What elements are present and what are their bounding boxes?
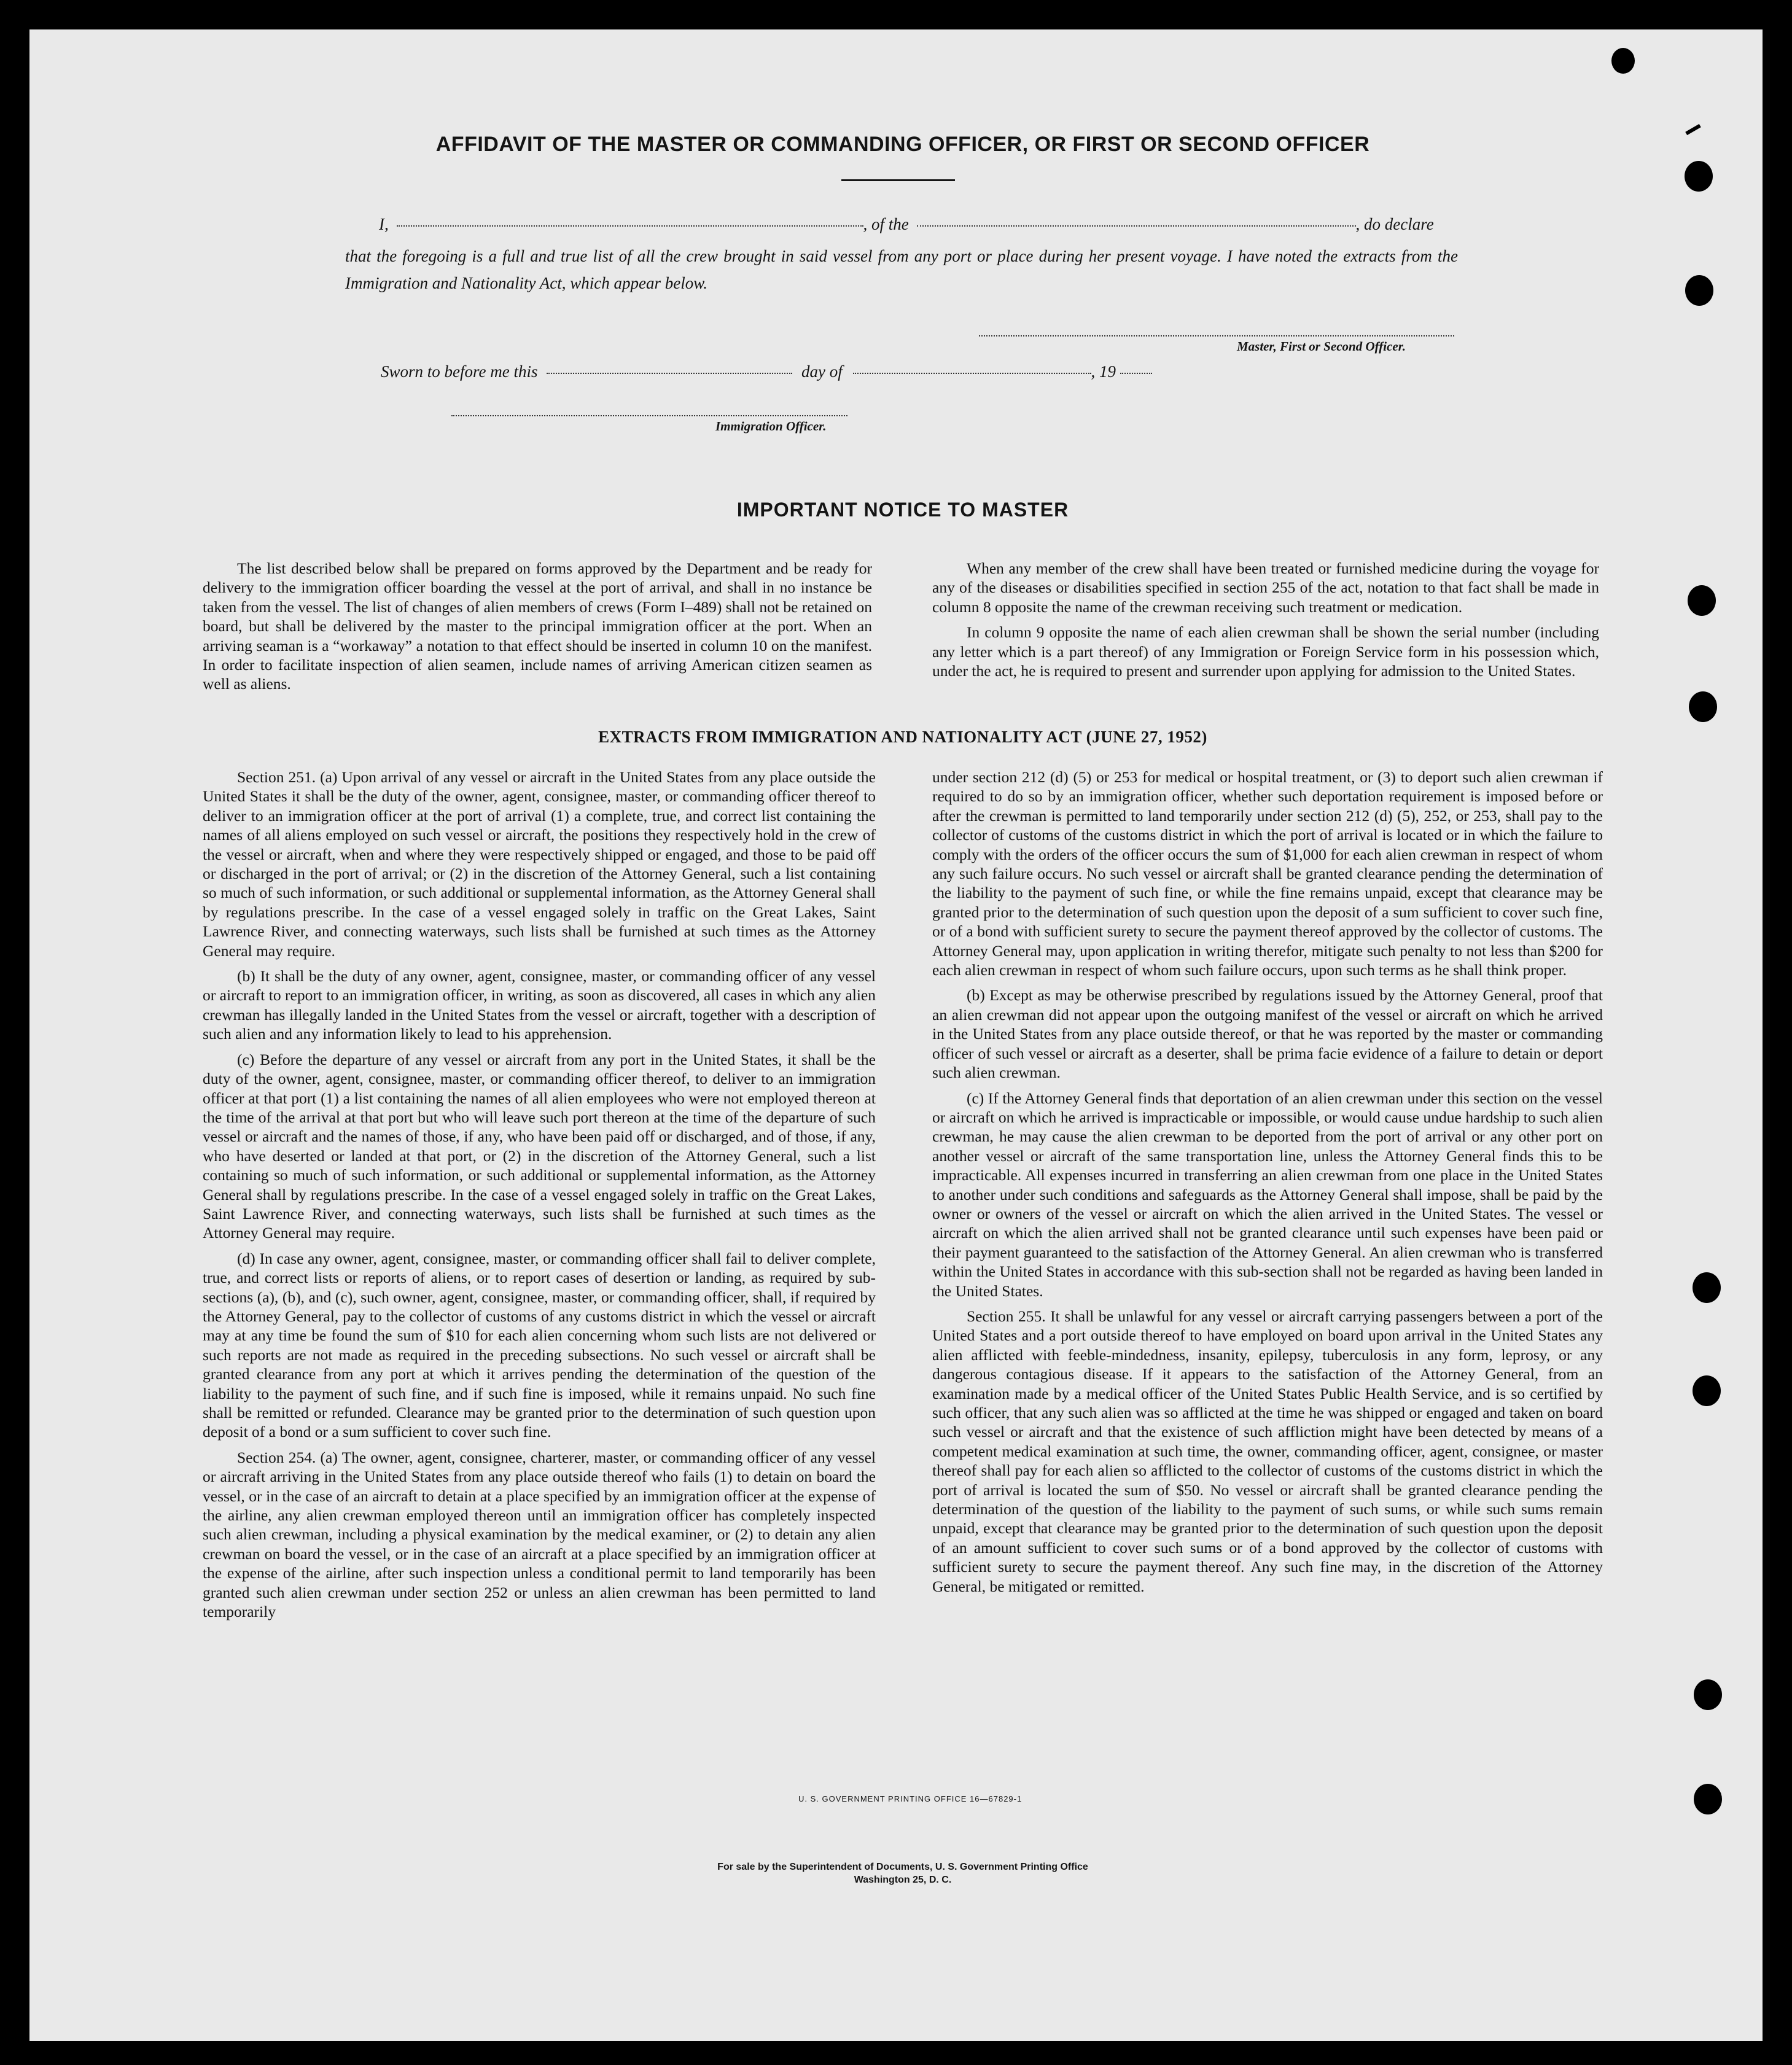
punch-hole <box>1689 691 1717 722</box>
punch-hole <box>1685 275 1713 306</box>
notice-right-column <box>932 559 1599 686</box>
punch-hole <box>1694 1784 1722 1814</box>
punch-hole <box>1693 1375 1721 1406</box>
gpo-imprint: U. S. GOVERNMENT PRINTING OFFICE 16—67829-1 <box>798 1794 1023 1803</box>
notice-title: IMPORTANT NOTICE TO MASTER <box>736 499 1069 521</box>
punch-hole <box>1694 1679 1722 1710</box>
vessel-name-field[interactable] <box>917 225 1356 227</box>
section-251-d: (d) In case any owner, agent, consignee, master, or commanding officer shall fail to deliver complete, true, and correct lists or reports of aliens, or to report cases of desertion or landing, as required by sub-sections (a), (b), and (c), such owner, agent, consignee, master, or commanding officer, shall, if required by the Attorney General, pay to the collector of customs of any customs district in which the vessel or aircraft may at any time be found the sum of $10 for each alien concerning whom such lists are not delivered or such reports are not made as required in the preceding subsections. No such vessel or aircraft shall be granted clearance from any port at which it arrives pending the determination of the question of the liability to the payment of such fine, and if such fine is imposed, while it remains unpaid. No such fine shall be remitted or refunded. Clearance may be granted prior to the determination of such question upon deposit of a bond or a sum sufficient to cover such fine. <box>203 1249 876 1441</box>
sale-notice <box>577 1861 1228 1886</box>
sworn-year-field[interactable] <box>1120 373 1152 374</box>
section-251-a: Section 251. (a) Upon arrival of any vessel or aircraft in the United States from any place outside the United States it shall be the duty of the owner, agent, consignee, master, or commanding officer thereof to deliver to an immigration officer at the port of arrival (1) a complete, true, and correct list containing the names of all aliens employed on such vessel or aircraft, the positions they respectively hold in the crew of the vessel or aircraft, when and where they were respectively shipped or engaged, and those to be paid off or discharged in the port of arrival; or (2) in the discretion of the Attorney General, such a list containing so much of such information, or such additional or supplemental information, as the Attorney General shall by regulations prescribe. In the case of a vessel engaged solely in traffic on the Great Lakes, Saint Lawrence River, and connecting waterways, such lists shall be furnished at such times as the Attorney General may require. <box>203 768 876 960</box>
sworn-line <box>381 362 1152 381</box>
section-254-b: (b) Except as may be otherwise prescribed by regulations issued by the Attorney General, proof that an alien crewman did not appear upon the outgoing manifest of the vessel or aircraft on which he arrived in the United States from any place outside thereof, or that he was reported by the master or commanding officer of such vessel or aircraft as a deserter, shall be prima facie evidence of a failure to detain or deport such alien crewman. <box>932 986 1603 1082</box>
declarant-prefix: I, <box>379 215 389 233</box>
sworn-month-field[interactable] <box>853 373 1091 374</box>
declarant-line <box>379 215 1434 234</box>
punch-hole <box>1693 1272 1721 1303</box>
extracts-title: EXTRACTS FROM IMMIGRATION AND NATIONALITY ACT (JUNE 27, 1952) <box>598 728 1207 746</box>
immigration-officer-caption: Immigration Officer. <box>715 419 827 434</box>
notice-right-paragraph-2: In column 9 opposite the name of each alien crewman shall be shown the serial number (including any letter which is a part thereof) of any Immigration or Foreign Service form in his possession which, under the act, he is required to present and surrender upon applying for admission to the United States. <box>932 623 1599 680</box>
section-251-b: (b) It shall be the duty of any owner, agent, consignee, master, or commanding officer of any vessel or aircraft to report to an immigration officer, in writing, as soon as discovered, all cases in which any alien crewman has illegally landed in the United States from the vessel or aircraft, together with a description of such alien and any information likely to lead to his apprehension. <box>203 967 876 1043</box>
extracts-right-column <box>932 768 1603 1602</box>
section-254-a: Section 254. (a) The owner, agent, consignee, charterer, master, or commanding officer of any vessel or aircraft arriving in the United States from any place outside thereof who fails (1) to detain on board the vessel, or in the case of an aircraft to detain at a place specified by an immigration officer at the expense of the airline, any alien crewman employed thereon until an immigration officer has completely inspected such alien crewman, including a physical examination by the medical examiner, or (2) to detain any alien crewman on board the vessel, or in the case of an aircraft at a place specified by an immigration officer at the expense of the airline, after such inspection unless a conditional permit to land temporarily has been granted such alien crewman under section 252 or unless an alien crewman has been permitted to land temporarily <box>203 1448 876 1621</box>
notice-left-paragraph: The list described below shall be prepared on forms approved by the Department and be ready for delivery to the immigration officer boarding the vessel at the port of arrival, and shall in no instance be taken from the vessel. The list of changes of alien members of crews (Form I–489) shall not be retained on board, but shall be delivered by the master to the principal immigration officer at the port. When an arriving seaman is a “workaway” a notation to that effect should be inserted in column 10 on the manifest. In order to facilitate inspection of alien seamen, include names of arriving American citizen seamen as well as aliens. <box>203 559 872 693</box>
sale-line-2: Washington 25, D. C. <box>854 1875 952 1885</box>
section-255: Section 255. It shall be unlawful for any vessel or aircraft carrying passengers between a port of the United States and a port outside thereof to have employed on board upon arrival in the United States any alien afflicted with feeble-mindedness, insanity, epilepsy, tuberculosis in any form, leprosy, or any dangerous contagious disease. If it appears to the satisfaction of the Attorney General, from an examination made by a medical officer of the United States Public Health Service, and is so certified by such officer, that any such alien was so afflicted at the time he was shipped or engaged and taken on board such vessel or aircraft and that the existence of such affliction might have been detected by means of a competent medical examination at such time, the owner, commanding officer, agent, consignee, or master thereof shall pay for each alien so afflicted to the collector of customs of the customs district in which the port of arrival is located the sum of $50. No vessel or aircraft shall be granted clearance pending the determination of the question of the liability to the payment of such sums, or while such sums remain unpaid, except that clearance may be granted prior to the determination of such question upon the deposit of an amount sufficient to cover such sums or of a bond approved by the collector of customs with sufficient surety to secure the payment thereof. Any such fine may, in the discretion of the Attorney General, be mitigated or remitted. <box>932 1307 1603 1595</box>
sworn-day-field[interactable] <box>547 373 792 374</box>
affidavit-statement: that the foregoing is a full and true list of all the crew brought in said vessel from any port or place during her present voyage. I have noted the extracts from the Immigration and Nationality Act, which appear below. <box>345 247 1458 292</box>
notice-left-column <box>203 559 872 700</box>
section-254-a-continued: under section 212 (d) (5) or 253 for medical or hospital treatment, or (3) to deport such alien crewman if required to do so by an immigration officer, whether such deportation requirement is imposed before or after the crewman is permitted to land temporarily under section 212 (d) (5), 252, or 253, shall pay to the collector of customs of the customs district in which the port of arrival is located or in which the failure to comply with the orders of the officer occurs the sum of $1,000 for each alien crewman in respect of whom any such failure occurs. No such vessel or aircraft shall be granted clearance pending the determination of the liability to the payment of such fine, or while the fine remains unpaid, except that clearance may be granted prior to the determination of such question upon the deposit of a sum sufficient to cover such fine, or of a bond with sufficient surety to secure the payment thereof approved by the collector of customs. The Attorney General may, upon application in writing therefor, mitigate such penalty to not less than $200 for each alien crewman in respect of whom such failure occurs, upon such terms as he shall think proper. <box>932 768 1603 979</box>
declarant-name-field[interactable] <box>397 225 863 227</box>
section-251-c: (c) Before the departure of any vessel or aircraft from any port in the United States, it shall be the duty of the owner, agent, consignee, master, or commanding officer thereof, to deliver to an immigration officer at that port (1) a list containing the names of all alien employees who were not employed thereon at the time of the arrival at that port but who will leave such port thereon at the time of the departure of such vessel or aircraft and the names of those, if any, who have been paid off or discharged, and of those, if any, who have deserted or landed at that port, or (2) in the discretion of the Attorney General, such a list containing so much of such information, or such additional or supplemental information, as the Attorney General shall by regulations prescribe. In the case of a vessel engaged solely in traffic on the Great Lakes, Saint Lawrence River, and connecting waterways, such lists shall be furnished at such times as the Attorney General may require. <box>203 1050 876 1242</box>
do-declare-label: , do declare <box>1355 215 1434 233</box>
section-254-c: (c) If the Attorney General finds that deportation of an alien crewman under this section on the vessel or aircraft on which he arrived is impracticable or impossible, or would cause undue hardship to such alien crewman, he may cause the alien crewman to be deported from the port of arrival or any other port on another vessel or aircraft of the same transportation line, unless the Attorney General finds this to be impracticable. All expenses incurred in transferring an alien crewman from one place in the United States to another under such conditions and safeguards as the Attorney General shall impose, shall be paid by the owner or owners of the vessel or aircraft on which the alien arrived in the United States. The vessel or aircraft on which the alien arrived shall not be granted clearance until such expenses have been paid or their payment guaranteed to the satisfaction of the Attorney General. An alien crewman who is transferred within the United States in accordance with this sub-section shall not be regarded as having been landed in the United States. <box>932 1089 1603 1300</box>
of-the-label: , of the <box>863 215 909 233</box>
punch-hole <box>1688 585 1716 616</box>
immigration-officer-signature-field[interactable] <box>451 415 847 416</box>
notice-right-paragraph-1: When any member of the crew shall have been treated or furnished medicine during the voyage for any of the diseases or disabilities specified in section 255 of the act, notation to that fact shall be made in column 8 opposite the name of the crewman receiving such treatment or medication. <box>932 559 1599 616</box>
master-signature-field[interactable] <box>979 335 1454 336</box>
title-rule <box>841 179 955 181</box>
sworn-year-label: , 19 <box>1091 362 1116 381</box>
day-of-label: day of <box>801 362 843 381</box>
sworn-prefix: Sworn to before me this <box>381 362 538 381</box>
extracts-left-column <box>203 768 876 1627</box>
punch-hole <box>1611 48 1635 74</box>
punch-hole <box>1685 161 1713 192</box>
sale-line-1: For sale by the Superintendent of Documents, U. S. Government Printing Office <box>717 1862 1088 1872</box>
master-signature-caption: Master, First or Second Officer. <box>1237 339 1406 354</box>
affidavit-title: AFFIDAVIT OF THE MASTER OR COMMANDING OFFICER, OR FIRST OR SECOND OFFICER <box>435 133 1370 156</box>
